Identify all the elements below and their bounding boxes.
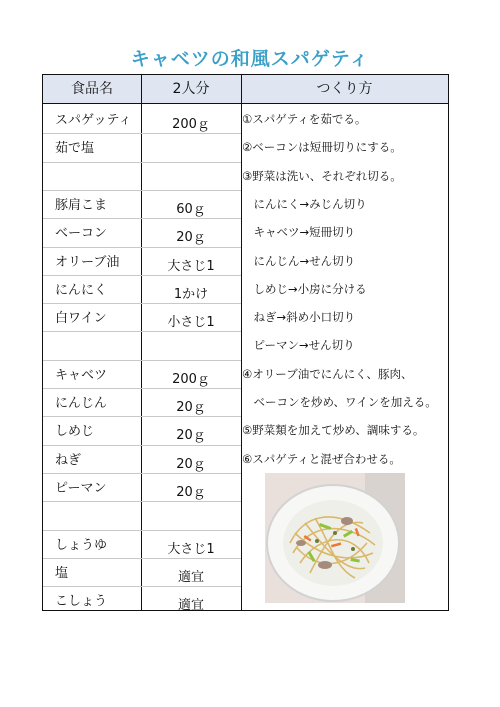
ingredient-name: ベーコン: [55, 226, 108, 242]
recipe-title: キャベツの和風スパゲティ: [130, 48, 370, 70]
ingredient-name: しょうゆ: [55, 537, 108, 553]
ingredient-amount: 20ｇ: [176, 230, 206, 246]
ingredient-amount: 200ｇ: [172, 371, 210, 387]
row-divider: [43, 275, 241, 276]
method-step: キャベツ→短冊切り: [242, 225, 356, 240]
table-header: [43, 75, 448, 104]
row-divider: [43, 388, 241, 389]
row-divider: [43, 586, 241, 587]
row-divider: [43, 133, 241, 134]
ingredient-amount: 200ｇ: [172, 117, 210, 132]
method-step: にんじん→せん切り: [242, 253, 356, 268]
ingredient-amount: 20ｇ: [176, 428, 206, 444]
row-divider: [43, 331, 241, 332]
method-step: ④オリーブ油でにんにく、豚肉、: [242, 366, 413, 381]
header-amount: 2人分: [172, 81, 210, 97]
row-divider: [43, 360, 241, 361]
method-step: ⑥スパゲティと混ぜ合わせる。: [242, 451, 401, 466]
ingredient-name: 豚肩こま: [55, 197, 108, 213]
ingredient-name: キャベツ: [55, 367, 108, 383]
ingredient-amount: 20ｇ: [176, 400, 206, 415]
row-divider: [43, 501, 241, 502]
ingredient-name: ねぎ: [55, 452, 82, 468]
ingredient-amount: 大さじ1: [167, 541, 215, 557]
ingredient-amount: 20ｇ: [176, 456, 206, 472]
method-step: ⑤野菜類を加えて炒め、調味する。: [242, 423, 425, 438]
ingredient-name: オリーブ油: [55, 254, 120, 270]
method-step: しめじ→小房に分ける: [242, 281, 367, 296]
ingredient-name: こしょう: [55, 594, 108, 610]
ingredient-amount: 20ｇ: [176, 484, 206, 500]
ingredient-name: にんじん: [55, 396, 108, 411]
method-step: ②ベーコンは短冊切りにする。: [242, 140, 402, 155]
method-step: ①スパゲティを茹でる。: [242, 112, 367, 126]
header-ingredient: 食品名: [71, 81, 113, 97]
ingredient-name: 塩: [55, 565, 69, 581]
ingredient-amount: 適宜: [177, 598, 204, 614]
ingredient-name: スパゲッティ: [55, 113, 132, 128]
ingredient-name: にんにく: [55, 282, 108, 298]
recipe-table: [42, 74, 449, 614]
row-divider: [43, 162, 241, 163]
row-divider: [43, 530, 241, 531]
ingredient-amount: 小さじ1: [167, 315, 215, 331]
row-divider: [43, 303, 241, 304]
method-step: にんにく→みじん切り: [242, 196, 367, 211]
ingredient-name: しめじ: [55, 424, 95, 440]
ingredient-amount: 大さじ1: [167, 258, 215, 274]
method-step: ピーマン→せん切り: [242, 338, 355, 353]
method-step: ③野菜は洗い、それぞれ切る。: [242, 168, 402, 183]
ingredient-amount: 適宜: [177, 569, 204, 585]
row-divider: [43, 558, 241, 559]
row-divider: [43, 445, 241, 446]
row-divider: [43, 473, 241, 474]
ingredient-amount: 60ｇ: [176, 201, 206, 217]
ingredient-name: 茹で塩: [55, 141, 95, 157]
ingredient-amount: 1かけ: [173, 286, 209, 302]
row-divider: [43, 190, 241, 191]
row-divider: [43, 416, 241, 417]
ingredient-name: 白ワイン: [55, 311, 107, 327]
method-step: ベーコンを炒め、ワインを加える。: [242, 395, 437, 409]
header-method: つくり方: [316, 81, 373, 97]
ingredient-name: ピーマン: [55, 480, 107, 496]
spaghetti-plate-photo: [265, 473, 405, 603]
method-step: ねぎ→斜め小口切り: [242, 310, 356, 325]
row-divider: [43, 247, 241, 248]
row-divider: [43, 218, 241, 219]
spaghetti-plate-icon: [265, 473, 405, 603]
